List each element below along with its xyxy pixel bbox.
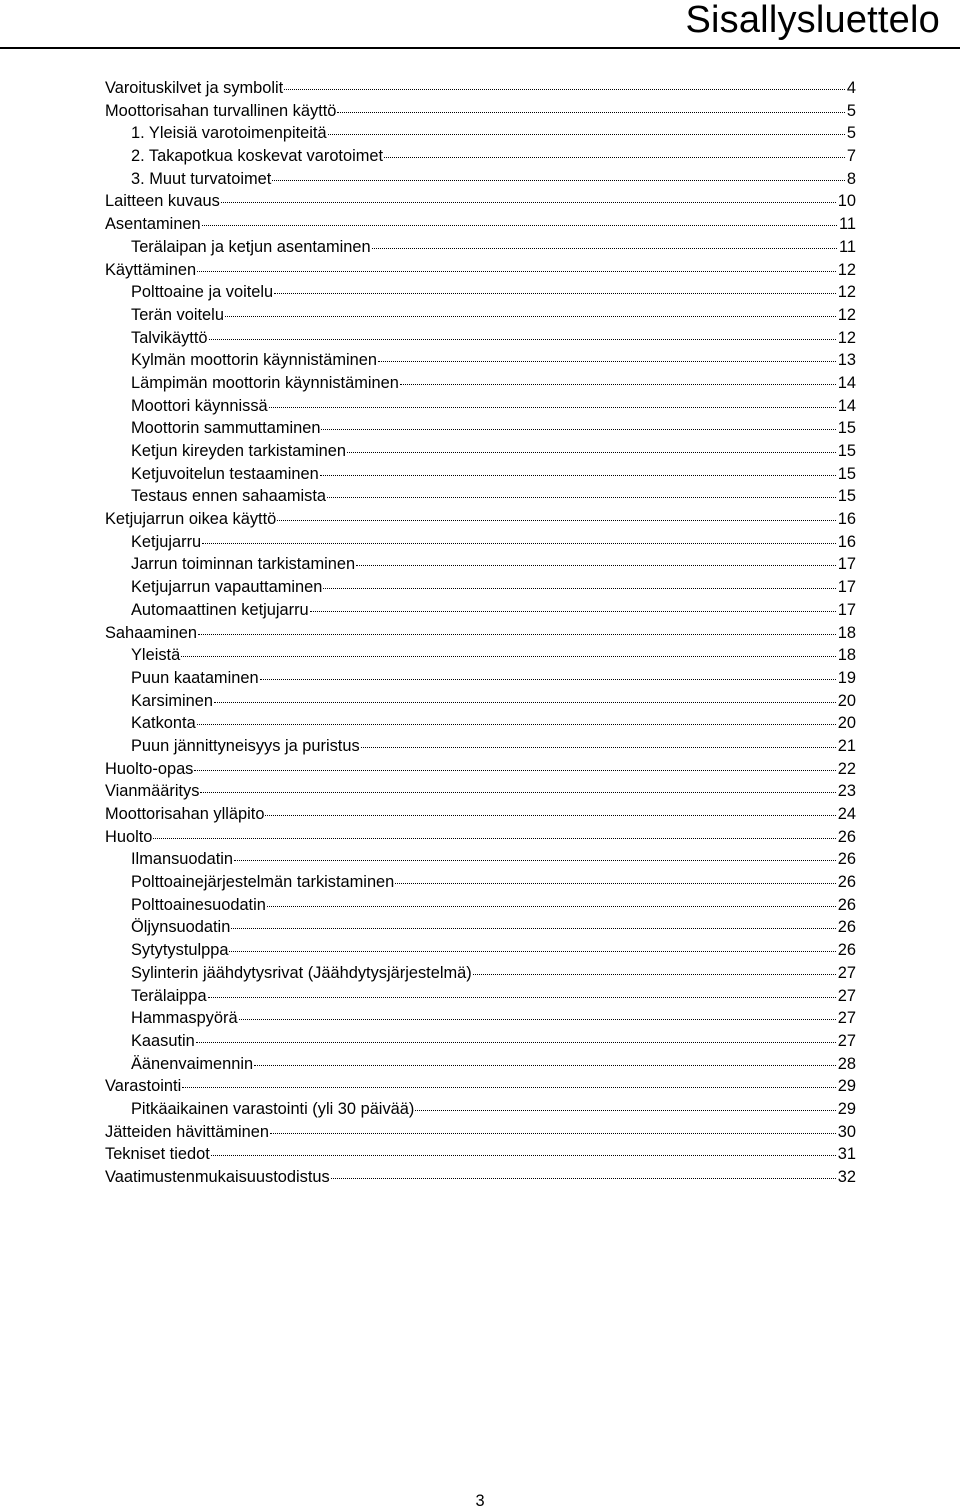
toc-entry[interactable] xyxy=(105,780,856,803)
toc-entry-page: 29 xyxy=(837,1077,856,1096)
toc-entry-title: Laitteen kuvaus xyxy=(105,192,220,211)
toc-entry[interactable] xyxy=(105,916,856,939)
toc-dot-leader xyxy=(254,1065,836,1066)
toc-entry-title: Automaattinen ketjujarru xyxy=(131,600,309,619)
toc-entry-page: 20 xyxy=(837,691,856,710)
toc-entry[interactable] xyxy=(105,758,856,781)
toc-entry-title: Varastointi xyxy=(105,1077,182,1096)
toc-entry-page: 27 xyxy=(837,963,856,982)
toc-entry-title: Karsiminen xyxy=(131,691,213,710)
toc-entry[interactable] xyxy=(105,100,856,123)
toc-entry-title: Jarrun toiminnan tarkistaminen xyxy=(131,555,356,574)
toc-entry-page: 5 xyxy=(846,124,856,143)
toc-dot-leader xyxy=(208,997,836,998)
toc-entry-page: 11 xyxy=(838,215,856,234)
toc-dot-leader xyxy=(265,815,835,816)
toc-entry[interactable] xyxy=(105,962,856,985)
toc-entry-page: 15 xyxy=(837,487,856,506)
toc-dot-leader xyxy=(400,384,836,385)
toc-dot-leader xyxy=(328,134,845,135)
toc-entry-title: Puun kaataminen xyxy=(131,668,259,687)
toc-entry-title: Moottorin sammuttaminen xyxy=(131,419,321,438)
toc-dot-leader xyxy=(270,1133,836,1134)
toc-entry-page: 21 xyxy=(837,736,856,755)
toc-entry[interactable] xyxy=(105,417,856,440)
toc-entry-title: Ilmansuodatin xyxy=(131,850,234,869)
toc-dot-leader xyxy=(200,792,835,793)
toc-dot-leader xyxy=(331,1178,836,1179)
toc-dot-leader xyxy=(209,339,836,340)
toc-dot-leader xyxy=(395,883,835,884)
page-number: 3 xyxy=(475,1492,485,1510)
toc-entry[interactable] xyxy=(105,1053,856,1076)
toc-dot-leader xyxy=(323,588,835,589)
toc-entry-title: Jätteiden hävittäminen xyxy=(105,1122,270,1141)
toc-entry-page: 11 xyxy=(838,237,856,256)
toc-dot-leader xyxy=(320,475,836,476)
toc-entry[interactable] xyxy=(105,304,856,327)
toc-entry-page: 23 xyxy=(837,782,856,801)
toc-entry[interactable] xyxy=(105,939,856,962)
toc-dot-leader xyxy=(310,611,836,612)
toc-entry[interactable] xyxy=(105,826,856,849)
toc-entry[interactable] xyxy=(105,190,856,213)
toc-entry-page: 18 xyxy=(837,623,856,642)
toc-entry-page: 17 xyxy=(837,578,856,597)
toc-entry-page: 10 xyxy=(837,192,856,211)
toc-dot-leader xyxy=(211,1155,836,1156)
toc-dot-leader xyxy=(378,361,836,362)
toc-dot-leader xyxy=(277,520,835,521)
toc-dot-leader xyxy=(225,316,836,317)
toc-entry-page: 8 xyxy=(846,169,856,188)
toc-entry-title: Öljynsuodatin xyxy=(131,918,231,937)
toc-entry-page: 32 xyxy=(837,1168,856,1186)
toc-dot-leader xyxy=(415,1110,835,1111)
toc-entry[interactable] xyxy=(105,122,856,145)
toc-dot-leader xyxy=(202,225,837,226)
toc-entry[interactable] xyxy=(105,985,856,1008)
toc-dot-leader xyxy=(272,180,845,181)
toc-dot-leader xyxy=(196,1042,836,1043)
header-divider xyxy=(0,47,960,49)
toc-entry[interactable] xyxy=(105,871,856,894)
toc-entry[interactable] xyxy=(105,848,856,871)
toc-dot-leader xyxy=(260,679,836,680)
toc-entry-title: Polttoaine ja voitelu xyxy=(131,283,274,302)
toc-dot-leader xyxy=(197,724,836,725)
toc-entry-title: Vaatimustenmukaisuustodistus xyxy=(105,1168,330,1186)
toc-entry[interactable] xyxy=(105,690,856,713)
toc-entry-title: Ketjujarrun vapauttaminen xyxy=(131,578,323,597)
toc-entry-title: Vianmääritys xyxy=(105,782,200,801)
toc-entry-page: 13 xyxy=(837,351,856,370)
toc-dot-leader xyxy=(229,951,835,952)
toc-entry[interactable] xyxy=(105,1007,856,1030)
toc-entry[interactable] xyxy=(105,485,856,508)
table-of-contents xyxy=(105,77,856,1189)
toc-entry[interactable] xyxy=(105,712,856,735)
toc-entry-page: 16 xyxy=(837,510,856,529)
toc-entry-title: Sylinterin jäähdytysrivat (Jäähdytysjärjestelmä) xyxy=(131,963,472,982)
toc-dot-leader xyxy=(239,1019,836,1020)
toc-entry-title: 3. Muut turvatoimet xyxy=(131,169,272,188)
toc-entry-title: Kaasutin xyxy=(131,1031,195,1050)
toc-entry[interactable] xyxy=(105,508,856,531)
toc-entry[interactable] xyxy=(105,576,856,599)
toc-dot-leader xyxy=(327,497,836,498)
toc-entry-page: 27 xyxy=(837,1009,856,1028)
toc-entry-page: 24 xyxy=(837,805,856,823)
toc-entry-title: Polttoainesuodatin xyxy=(131,895,266,914)
toc-entry[interactable] xyxy=(105,644,856,667)
toc-entry[interactable] xyxy=(105,168,856,191)
toc-entry-page: 17 xyxy=(837,600,856,619)
toc-entry-page: 16 xyxy=(837,532,856,551)
toc-entry-page: 12 xyxy=(837,328,856,347)
toc-entry-title: Tekniset tiedot xyxy=(105,1145,210,1164)
toc-entry-page: 27 xyxy=(837,986,856,1005)
toc-dot-leader xyxy=(284,89,845,90)
toc-entry-title: Talvikäyttö xyxy=(131,328,208,347)
toc-dot-leader xyxy=(321,429,835,430)
toc-entry-title: Terälaippa xyxy=(131,986,207,1005)
toc-entry[interactable] xyxy=(105,894,856,917)
toc-entry[interactable] xyxy=(105,395,856,418)
toc-entry-page: 14 xyxy=(837,396,856,415)
toc-entry-title: 2. Takapotkua koskevat varotoimet xyxy=(131,147,384,166)
toc-entry-title: 1. Yleisiä varotoimenpiteitä xyxy=(131,124,327,143)
toc-entry-page: 12 xyxy=(837,283,856,302)
toc-entry-page: 26 xyxy=(837,873,856,892)
toc-entry-title: Äänenvaimennin xyxy=(131,1054,254,1073)
toc-entry[interactable] xyxy=(105,1166,856,1189)
toc-dot-leader xyxy=(372,248,837,249)
toc-entry[interactable] xyxy=(105,1143,856,1166)
toc-entry-page: 15 xyxy=(837,419,856,438)
toc-entry-title: Asentaminen xyxy=(105,215,201,234)
toc-dot-leader xyxy=(347,452,836,453)
toc-entry[interactable] xyxy=(105,599,856,622)
toc-entry-title: Sytytystulppa xyxy=(131,941,229,960)
toc-dot-leader xyxy=(202,543,836,544)
toc-entry-title: Varoituskilvet ja symbolit xyxy=(105,79,284,97)
toc-entry-title: Yleistä xyxy=(131,646,181,665)
toc-entry[interactable] xyxy=(105,735,856,758)
toc-entry[interactable] xyxy=(105,1121,856,1144)
toc-dot-leader xyxy=(269,407,836,408)
toc-entry-page: 4 xyxy=(846,79,856,97)
toc-entry-page: 22 xyxy=(837,759,856,778)
toc-entry-page: 26 xyxy=(837,850,856,869)
toc-entry[interactable] xyxy=(105,553,856,576)
toc-entry-title: Katkonta xyxy=(131,714,196,733)
toc-entry-title: Polttoainejärjestelmän tarkistaminen xyxy=(131,873,395,892)
toc-entry[interactable] xyxy=(105,327,856,350)
toc-entry-title: Hammaspyörä xyxy=(131,1009,238,1028)
toc-entry[interactable] xyxy=(105,803,856,826)
toc-entry-page: 19 xyxy=(837,668,856,687)
toc-entry[interactable] xyxy=(105,213,856,236)
page-title: Sisallysluettelo xyxy=(685,0,940,41)
toc-dot-leader xyxy=(384,157,845,158)
toc-dot-leader xyxy=(214,702,836,703)
toc-entry-page: 5 xyxy=(846,101,856,120)
toc-entry-page: 26 xyxy=(837,941,856,960)
toc-entry-title: Moottori käynnissä xyxy=(131,396,268,415)
toc-entry[interactable] xyxy=(105,1075,856,1098)
toc-entry[interactable] xyxy=(105,667,856,690)
toc-entry-page: 15 xyxy=(837,464,856,483)
toc-dot-leader xyxy=(234,860,836,861)
toc-dot-leader xyxy=(361,747,836,748)
toc-entry-title: Käyttäminen xyxy=(105,260,197,279)
toc-entry-page: 26 xyxy=(837,895,856,914)
toc-entry[interactable] xyxy=(105,372,856,395)
toc-entry-title: Kylmän moottorin käynnistäminen xyxy=(131,351,377,370)
toc-entry-title: Huolto-opas xyxy=(105,759,194,778)
toc-dot-leader xyxy=(267,906,836,907)
toc-entry-title: Ketjujarrun oikea käyttö xyxy=(105,510,277,529)
toc-entry[interactable] xyxy=(105,259,856,282)
toc-dot-leader xyxy=(198,634,836,635)
toc-entry[interactable] xyxy=(105,77,856,100)
toc-entry-title: Huolto xyxy=(105,827,153,846)
toc-dot-leader xyxy=(153,838,835,839)
toc-dot-leader xyxy=(231,928,835,929)
toc-entry[interactable] xyxy=(105,622,856,645)
toc-entry-title: Moottorisahan turvallinen käyttö xyxy=(105,101,337,120)
toc-dot-leader xyxy=(181,656,836,657)
toc-dot-leader xyxy=(274,293,836,294)
toc-entry-page: 28 xyxy=(837,1054,856,1073)
toc-dot-leader xyxy=(356,565,836,566)
toc-entry[interactable] xyxy=(105,440,856,463)
toc-entry-page: 26 xyxy=(837,827,856,846)
toc-dot-leader xyxy=(194,770,835,771)
toc-dot-leader xyxy=(182,1087,836,1088)
toc-entry-title: Lämpimän moottorin käynnistäminen xyxy=(131,373,399,392)
toc-entry-title: Pitkäaikainen varastointi (yli 30 päivää) xyxy=(131,1099,415,1118)
toc-entry-title: Terälaipan ja ketjun asentaminen xyxy=(131,237,371,256)
toc-entry-page: 31 xyxy=(837,1145,856,1164)
toc-entry-page: 12 xyxy=(837,305,856,324)
toc-entry[interactable] xyxy=(105,1098,856,1121)
toc-entry-page: 7 xyxy=(846,147,856,166)
toc-entry[interactable] xyxy=(105,463,856,486)
toc-dot-leader xyxy=(221,202,836,203)
toc-entry-page: 30 xyxy=(837,1122,856,1141)
toc-entry-page: 15 xyxy=(837,442,856,460)
toc-entry-page: 26 xyxy=(837,918,856,937)
toc-entry[interactable] xyxy=(105,236,856,259)
toc-entry-title: Sahaaminen xyxy=(105,623,198,642)
toc-dot-leader xyxy=(337,112,844,113)
toc-entry[interactable] xyxy=(105,281,856,304)
toc-entry-title: Testaus ennen sahaamista xyxy=(131,487,326,506)
toc-entry-page: 27 xyxy=(837,1031,856,1050)
toc-entry[interactable] xyxy=(105,349,856,372)
toc-entry-page: 14 xyxy=(837,373,856,392)
toc-entry[interactable] xyxy=(105,531,856,554)
toc-entry-page: 18 xyxy=(837,646,856,665)
toc-entry-page: 17 xyxy=(837,555,856,574)
toc-dot-leader xyxy=(197,271,836,272)
toc-entry-page: 12 xyxy=(837,260,856,279)
toc-entry-title: Ketjujarru xyxy=(131,532,202,551)
toc-dot-leader xyxy=(473,974,836,975)
toc-entry-title: Ketjuvoitelun testaaminen xyxy=(131,464,319,483)
toc-entry-page: 29 xyxy=(837,1099,856,1118)
toc-entry-page: 20 xyxy=(837,714,856,733)
toc-entry-title: Puun jännittyneisyys ja puristus xyxy=(131,736,360,755)
toc-entry-title: Terän voitelu xyxy=(131,305,224,324)
toc-entry[interactable] xyxy=(105,1030,856,1053)
toc-entry-title: Moottorisahan ylläpito xyxy=(105,805,265,823)
toc-entry-title: Ketjun kireyden tarkistaminen xyxy=(131,442,347,460)
toc-entry[interactable] xyxy=(105,145,856,168)
